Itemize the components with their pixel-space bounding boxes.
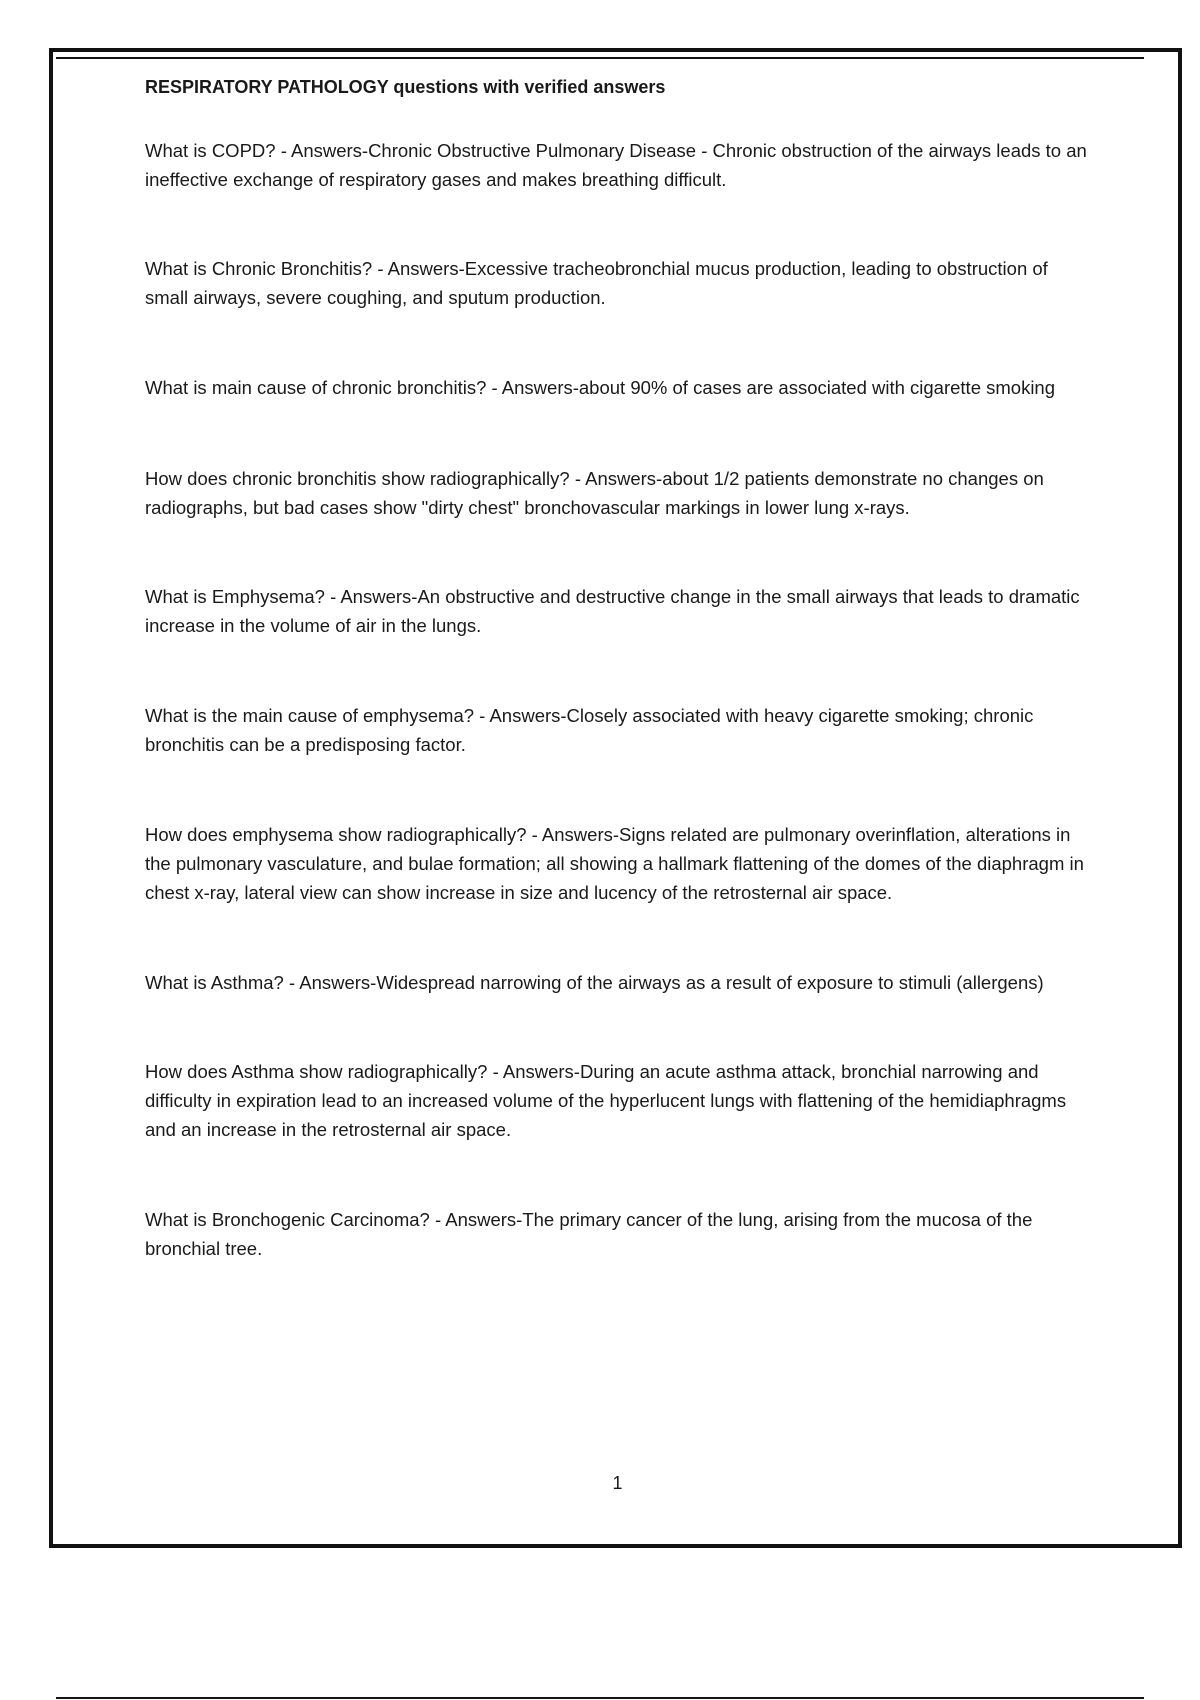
qa-item-bronchitis-radiographic: How does chronic bronchitis show radiographically? - Answers-about 1/2 patients demonstrate no changes on radiographs, but bad cases show "dirty chest" bronchovascular markings in lower lung x-rays. [145, 468, 1044, 518]
document-title: RESPIRATORY PATHOLOGY questions with verified answers [145, 77, 666, 97]
qa-item-bronchogenic-carcinoma: What is Bronchogenic Carcinoma? - Answers-The primary cancer of the lung, arising from the mucosa of the bronchial tree. [145, 1209, 1033, 1259]
qa-item-asthma: What is Asthma? - Answers-Widespread narrowing of the airways as a result of exposure to stimuli (allergens) [145, 972, 1044, 993]
qa-item-copd: What is COPD? - Answers-Chronic Obstructive Pulmonary Disease - Chronic obstruction of the airways leads to an ineffective exchange of respiratory gases and makes breathing difficult. [145, 140, 1087, 190]
qa-item-emphysema-cause: What is the main cause of emphysema? - Answers-Closely associated with heavy cigarette smoking; chronic bronchitis can be a predisposing factor. [145, 705, 1034, 755]
document-body [145, 72, 1095, 1263]
page-number: 1 [612, 1473, 623, 1493]
qa-item-emphysema: What is Emphysema? - Answers-An obstructive and destructive change in the small airways that leads to dramatic increase in the volume of air in the lungs. [145, 586, 1080, 636]
qa-item-bronchitis-cause: What is main cause of chronic bronchitis? - Answers-about 90% of cases are associated with cigarette smoking [145, 377, 1056, 398]
qa-item-emphysema-radiographic: How does emphysema show radiographically? - Answers-Signs related are pulmonary overinflation, alterations in the pulmonary vasculature, and bulae formation; all showing a hallmark flattening of the domes of the diaphragm in chest x-ray, lateral view can show increase in size and lucency of the retrosternal air space. [145, 824, 1084, 903]
top-divider [56, 57, 1144, 59]
bottom-divider [56, 1697, 1144, 1699]
qa-item-asthma-radiographic: How does Asthma show radiographically? - Answers-During an acute asthma attack, bronchial narrowing and difficulty in expiration lead to an increased volume of the hyperlucent lungs with flattening of the hemidiaphragms and an increase in the retrosternal air space. [145, 1061, 1067, 1140]
qa-item-chronic-bronchitis: What is Chronic Bronchitis? - Answers-Excessive tracheobronchial mucus production, leading to obstruction of small airways, severe coughing, and sputum production. [145, 258, 1048, 308]
